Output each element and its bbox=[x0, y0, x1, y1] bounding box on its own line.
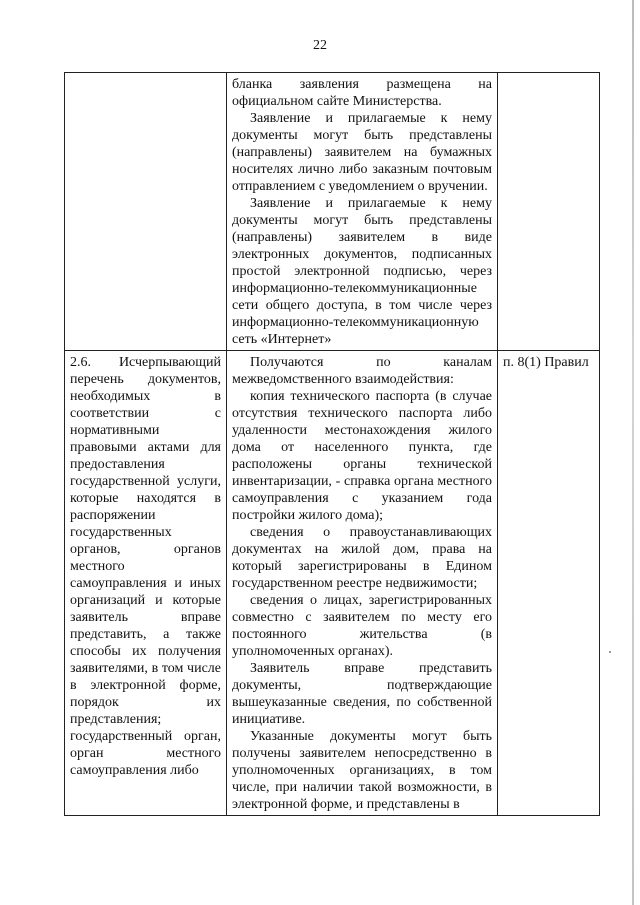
scan-edge-line bbox=[632, 0, 634, 905]
scan-speck bbox=[609, 651, 611, 653]
paragraph: Заявитель вправе представить документы, подтверждающие вышеуказанные сведения, по собственной инициативе. bbox=[232, 661, 492, 727]
row1-col1 bbox=[65, 73, 227, 351]
paragraph: бланка заявления размещена на официальном сайте Министерства. bbox=[232, 77, 492, 109]
paragraph: сведения о лицах, зарегистрированных совместно с заявителем по месту его постоянного жительства (в уполномоченных органах). bbox=[232, 593, 492, 659]
paragraph: Получаются по каналам межведомственного взаимодействия: bbox=[232, 355, 492, 387]
row2-col1 bbox=[65, 351, 227, 816]
row1-col2 bbox=[227, 73, 498, 351]
paragraph: копия технического паспорта (в случае отсутствия технического паспорта либо удаленности местонахождения жилого дома от населенного пункта, где расположены органы технической инвентаризации, - справка органа местного самоуправления с указанием года постройки жилого дома); bbox=[232, 389, 492, 523]
row2-col3: п. 8(1) Правил bbox=[498, 351, 600, 816]
paragraph: Заявление и прилагаемые к нему документы могут быть представлены (направлены) заявителем на бумажных носителях лично либо заказным почтовым отправлением с уведомлением о вручении. bbox=[232, 111, 492, 194]
paragraph: сведения о правоустанавливающих документах на жилой дом, права на который зарегистрированы в Едином государственном реестре недвижимости; bbox=[232, 525, 492, 591]
paragraph: Заявление и прилагаемые к нему документы могут быть представлены (направлены) заявителем в виде электронных документов, подписанных простой электронной подписью, через информационно-телекоммуникационные сети общего доступа, в том числе через информационно-телекоммуникационную сеть «Интернет» bbox=[232, 196, 492, 347]
paragraph: Указанные документы могут быть получены заявителем непосредственно в уполномоченных организациях, в том числе, при наличии такой возможности, в электронной форме, и представлены в bbox=[232, 729, 492, 812]
table-row bbox=[65, 351, 600, 816]
page-number: 22 bbox=[313, 38, 327, 53]
row1-col3 bbox=[498, 73, 600, 351]
regulation-table bbox=[64, 72, 600, 816]
table-row bbox=[65, 73, 600, 351]
section-heading: 2.6. Исчерпывающий перечень документов, необходимых в соответствии с нормативными правовыми актами для предоставления государственной услуги, которые находятся в распоряжении государственных органов, органов местного самоуправления и иных организаций и которые заявитель вправе представить, а также способы их получения заявителями, в том числе в электронной форме, порядок их представления; государственный орган, орган местного самоуправления либо bbox=[70, 355, 221, 778]
row2-col2 bbox=[227, 351, 498, 816]
